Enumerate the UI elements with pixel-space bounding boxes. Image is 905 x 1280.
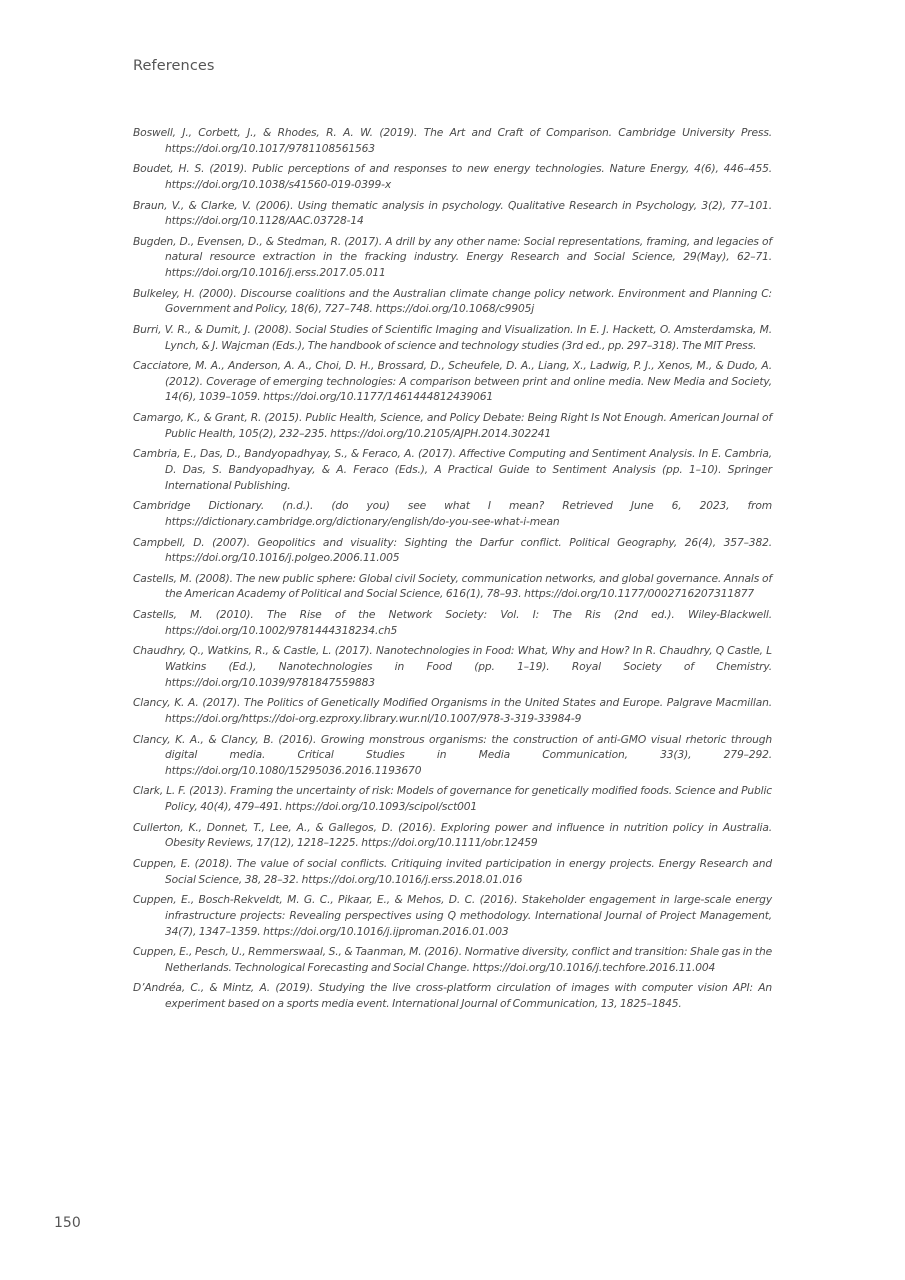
reference-entry: Burri, V. R., & Dumit, J. (2008). Social Studies of Scientific Imaging and Visualization. In E. J. Hackett, O. Amsterdamska, M. Lynch, & J. Wajcman (Eds.), The handbook of science and technology studies (3rd ed., pp. 297–318). The MIT Press. [133,323,772,352]
reference-entry: Bugden, D., Evensen, D., & Stedman, R. (2017). A drill by any other name: Social representations, framing, and legacies of natural resource extraction in the fracking industry. Energy Research and Social Science, 29(May), 62–71. https://doi.org/10.1016/j.erss.2017.05.011 [133,234,772,280]
reference-entry: Camargo, K., & Grant, R. (2015). Public Health, Science, and Policy Debate: Being Right Is Not Enough. American Journal of Public Health, 105(2), 232–235. https://doi.org/10.2105/AJPH.2014.302241 [133,411,772,440]
reference-entry: Bulkeley, H. (2000). Discourse coalitions and the Australian climate change policy network. Environment and Planning C: Government and Policy, 18(6), 727–748. https://doi.org/10.1068/c9905j [133,286,772,316]
reference-entry: Castells, M. (2008). The new public sphere: Global civil Society, communication networks, and global governance. Annals of the American Academy of Political and Social Science, 616(1), 78–93. https://doi.org/10.1177/0002716207311877 [133,571,772,601]
reference-entry: Boudet, H. S. (2019). Public perceptions of and responses to new energy technologies. Nature Energy, 4(6), 446–455. https://doi.org/10.1038/s41560-019-0399-x [133,162,772,191]
reference-entry: Chaudhry, Q., Watkins, R., & Castle, L. (2017). Nanotechnologies in Food: What, Why and How? In R. Chaudhry, Q Castle, L Watkins (Ed.), Nanotechnologies in Food (pp. 1–19). Royal Society of Chemistry. https://doi.org/10.1039/9781847559883 [133,644,772,689]
reference-entry: Cacciatore, M. A., Anderson, A. A., Choi, D. H., Brossard, D., Scheufele, D. A., Liang, X., Ladwig, P. J., Xenos, M., & Dudo, A. (2012). Coverage of emerging technologies: A comparison between print and online media. New Media and Society, 14(6), 1039–1059. https://doi.org/10.1177/1461444812439061 [133,359,772,404]
reference-entry: Cullerton, K., Donnet, T., Lee, A., & Gallegos, D. (2016). Exploring power and influence in nutrition policy in Australia. Obesity Reviews, 17(12), 1218–1225. https://doi.org/10.1111/obr.12459 [133,820,772,850]
reference-entry: Cambria, E., Das, D., Bandyopadhyay, S., & Feraco, A. (2017). Affective Computing and Sentiment Analysis. In E. Cambria, D. Das, S. Bandyopadhyay, & A. Feraco (Eds.), A Practical Guide to Sentiment Analysis (pp. 1–10). Springer International Publishing. [133,447,772,492]
reference-entry: Cuppen, E. (2018). The value of social conflicts. Critiquing invited participation in energy projects. Energy Research and Social Science, 38, 28–32. https://doi.org/10.1016/j.erss.2018.01.016 [133,857,772,886]
running-header: References [133,58,215,74]
reference-entry: Braun, V., & Clarke, V. (2006). Using thematic analysis in psychology. Qualitative Research in Psychology, 3(2), 77–101. https://doi.org/10.1128/AAC.03728-14 [133,198,772,228]
reference-entry: Boswell, J., Corbett, J., & Rhodes, R. A. W. (2019). The Art and Craft of Comparison. Cambridge University Press. https://doi.org/10.1017/9781108561563 [133,126,772,155]
reference-entry: Campbell, D. (2007). Geopolitics and visuality: Sighting the Darfur conflict. Political Geography, 26(4), 357–382. https://doi.org/10.1016/j.polgeo.2006.11.005 [133,535,772,565]
reference-entry: Cuppen, E., Bosch-Rekveldt, M. G. C., Pikaar, E., & Mehos, D. C. (2016). Stakeholder engagement in large-scale energy infrastructure projects: Revealing perspectives using Q methodology. International Journal of Project Management, 34(7), 1347–1359. https://doi.org/10.1016/j.ijproman.2016.01.003 [133,893,772,938]
reference-entry: Clancy, K. A., & Clancy, B. (2016). Growing monstrous organisms: the construction of anti-GMO visual rhetoric through digital media. Critical Studies in Media Communication, 33(3), 279–292. https://doi.org/10.1080/15295036.2016.1193670 [133,732,772,777]
reference-entry: D’Andréa, C., & Mintz, A. (2019). Studying the live cross-platform circulation of images with computer vision API: An experiment based on a sports media event. International Journal of Communication, 13, 1825–1845. [133,981,772,1011]
page-number: 150 [54,1215,81,1231]
reference-entry: Clancy, K. A. (2017). The Politics of Genetically Modified Organisms in the United States and Europe. Palgrave Macmillan. https://doi.org/https://doi-org.ezproxy.library.wur.nl/10.1007/978-3-319-33984-9 [133,696,772,725]
reference-list [133,125,772,1017]
reference-entry: Cuppen, E., Pesch, U., Remmerswaal, S., & Taanman, M. (2016). Normative diversity, conflict and transition: Shale gas in the Netherlands. Technological Forecasting and Social Change. https://doi.org/10.1016/j.techfore.2016.11.004 [133,945,772,974]
reference-entry: Clark, L. F. (2013). Framing the uncertainty of risk: Models of governance for genetically modified foods. Science and Public Policy, 40(4), 479–491. https://doi.org/10.1093/scipol/sct001 [133,784,772,814]
reference-entry: Castells, M. (2010). The Rise of the Network Society: Vol. I: The Ris (2nd ed.). Wiley-Blackwell. https://doi.org/10.1002/9781444318234.ch5 [133,608,772,637]
reference-entry: Cambridge Dictionary. (n.d.). (do you) see what I mean? Retrieved June 6, 2023, from https://dictionary.cambridge.org/dictionary/english/do-you-see-what-i-mean [133,499,772,528]
